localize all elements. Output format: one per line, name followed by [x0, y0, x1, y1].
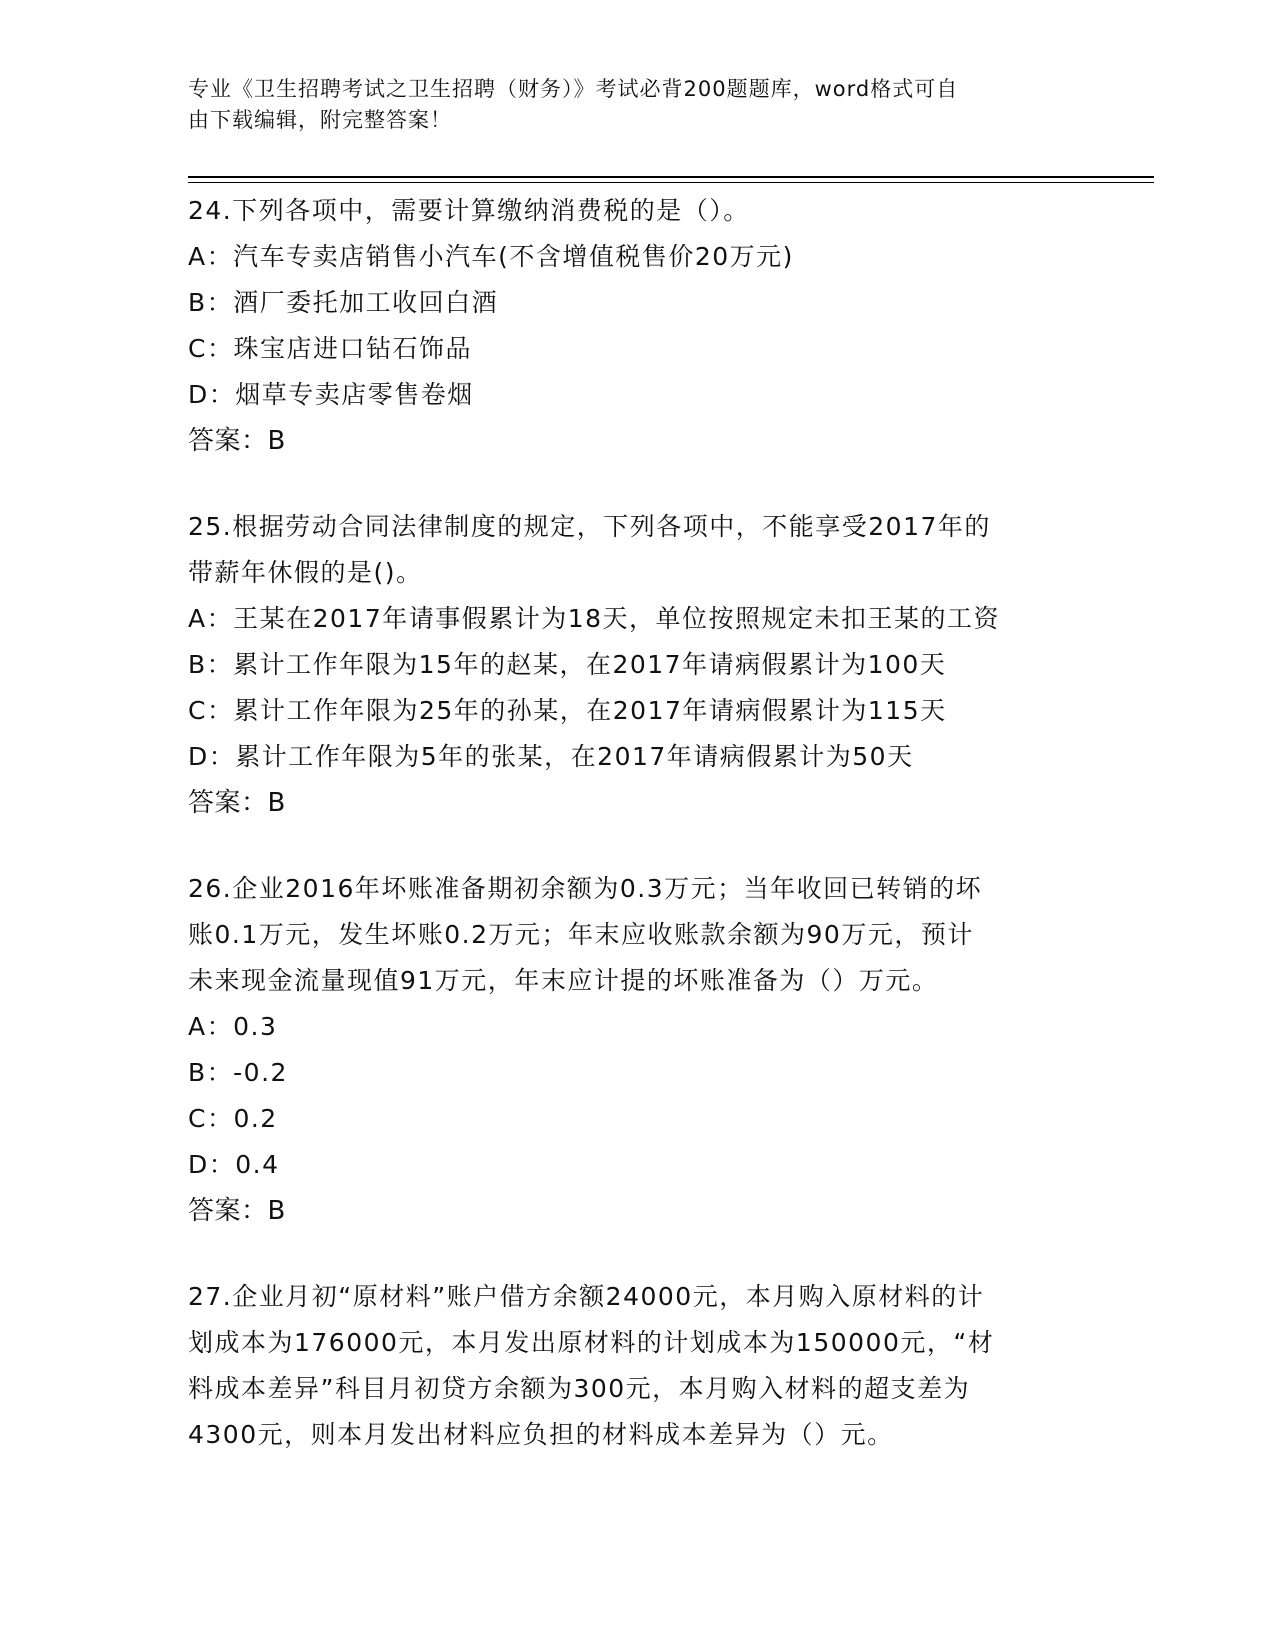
question-text-line: 未来现金流量现值91万元，年末应计提的坏账准备为（）万元。 [188, 966, 939, 995]
header-line-2: 由下载编辑，附完整答案！ [188, 108, 452, 132]
answer-label: 答案：B [188, 788, 286, 818]
question-text-line: 27.企业月初“原材料”账户借方余额24000元，本月购入原材料的计 [188, 1282, 985, 1311]
option-a: A：汽车专卖店销售小汽车(不含增值税售价20万元) [188, 242, 794, 271]
question-text-line: 料成本差异”科目月初贷方余额为300元，本月购入材料的超支差为 [188, 1374, 971, 1403]
question-text-line: 带薪年休假的是()。 [188, 558, 423, 587]
option-a: A：王某在2017年请事假累计为18天，单位按照规定未扣王某的工资 [188, 604, 1001, 633]
question-24 [188, 188, 1088, 464]
option-c: C：累计工作年限为25年的孙某，在2017年请病假累计为115天 [188, 696, 947, 725]
option-b: B：累计工作年限为15年的赵某，在2017年请病假累计为100天 [188, 650, 947, 679]
header-divider-thin [188, 182, 1154, 183]
option-c: C：珠宝店进口钻石饰品 [188, 334, 472, 363]
option-b: B：-0.2 [188, 1058, 288, 1087]
header-divider-thick [188, 176, 1154, 178]
document-header [188, 74, 1068, 136]
question-text-line: 25.根据劳动合同法律制度的规定，下列各项中，不能享受2017年的 [188, 512, 991, 541]
question-26 [188, 866, 1088, 1234]
option-a: A：0.3 [188, 1012, 278, 1041]
question-text-line: 4300元，则本月发出材料应负担的材料成本差异为（）元。 [188, 1420, 894, 1449]
option-d: D：烟草专卖店零售卷烟 [188, 380, 474, 409]
header-line-1: 专业《卫生招聘考试之卫生招聘（财务）》考试必背200题题库，word格式可自 [188, 77, 959, 101]
question-text-line: 划成本为176000元，本月发出原材料的计划成本为150000元，“材 [188, 1328, 995, 1357]
question-text-line: 26.企业2016年坏账准备期初余额为0.3万元；当年收回已转销的坏 [188, 874, 983, 903]
question-25 [188, 504, 1088, 826]
option-c: C：0.2 [188, 1104, 278, 1133]
question-27 [188, 1274, 1088, 1458]
option-b: B：酒厂委托加工收回白酒 [188, 288, 499, 317]
option-d: D：累计工作年限为5年的张某，在2017年请病假累计为50天 [188, 742, 914, 771]
answer-label: 答案：B [188, 426, 286, 456]
answer-label: 答案：B [188, 1196, 286, 1226]
option-d: D：0.4 [188, 1150, 280, 1179]
question-list [188, 188, 1088, 1458]
question-text-line: 24.下列各项中，需要计算缴纳消费税的是（）。 [188, 196, 750, 225]
question-text-line: 账0.1万元，发生坏账0.2万元；年末应收账款余额为90万元，预计 [188, 920, 974, 949]
